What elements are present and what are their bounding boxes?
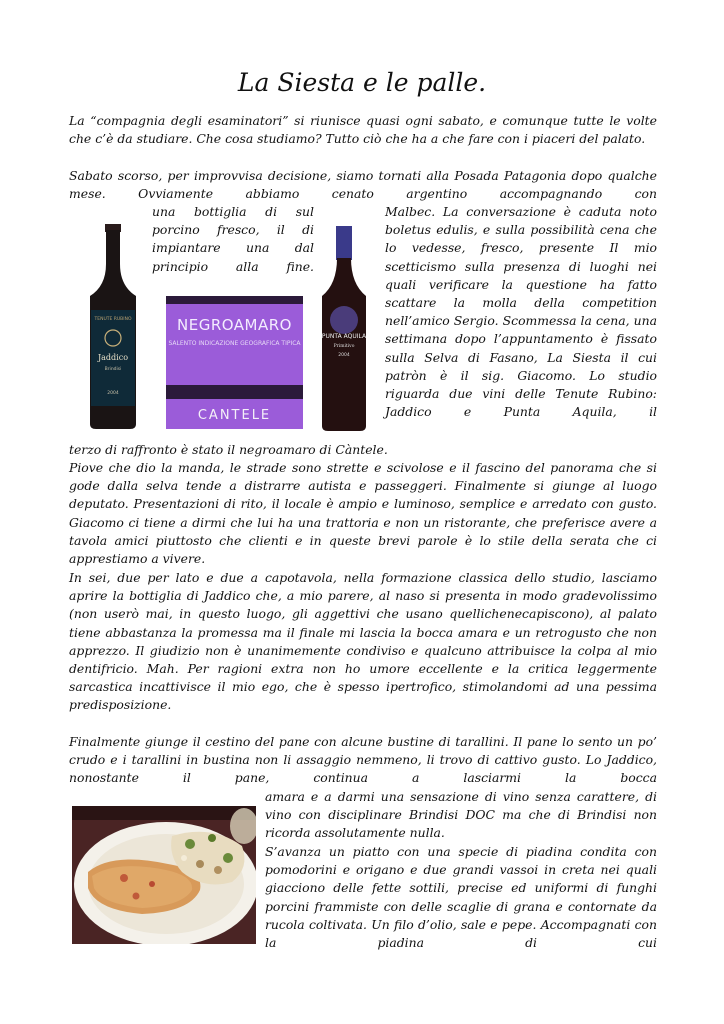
jaddico-brand-text: TENUTE RUBINO bbox=[94, 317, 132, 322]
punta-aquila-label-text: PUNTA AQUILA bbox=[321, 333, 367, 340]
paragraph-saturday-intro: Sabato scorso, per improvvisa decisione, siamo tornati alla Posada Patagonia dopo qualche mese. Ovviamente abbiamo cenato argentino accompagnando con bbox=[69, 168, 657, 202]
paragraph-rain: Piove che dio la manda, le strade sono strette e scivolose e il fascino del panorama che si gode dalla selva tende a distrarre autista e passeggeri. Finalmente si giunge al luogo deputato. Presentazioni di rito, il locale è ampio e luminoso, semplice e arredato con gusto. Giacomo ci tiene a dirmi che lui ha una trattoria e non un ristorante, che preferisce avere a tavola amici piuttosto che clienti e in queste brevi parole è lo stile della serata che ci apprestiamo a vivere. bbox=[69, 460, 657, 567]
punta-aquila-bottle-image bbox=[316, 226, 372, 432]
jaddico-label-text: Jaddico bbox=[97, 353, 129, 362]
paragraph-bread-right: amara e a darmi una sensazione di vino senza carattere, di vino con disciplinare Brindisi DOC ma che di Brindisi non ricorda assolutamente nulla. bbox=[265, 789, 657, 841]
jaddico-year-text: 2004 bbox=[107, 391, 119, 396]
jaddico-sub-text: Brindisi bbox=[104, 367, 122, 372]
paragraph-saturday-left-column: una bottiglia di sul porcino fresco, il di impiantare una dal principio alla fine. bbox=[152, 204, 314, 274]
punta-aquila-emblem-icon bbox=[330, 306, 358, 334]
page-title: La Siesta e le palle. bbox=[237, 68, 487, 97]
paragraph-saturday-end: terzo di raffronto è stato il negroamaro di Càntele. bbox=[69, 442, 388, 457]
negroamaro-brand: CANTELE bbox=[197, 408, 272, 423]
negroamaro-label-image bbox=[166, 296, 303, 429]
punta-aquila-year-text: 2004 bbox=[338, 353, 350, 358]
paragraph-intro: La “compagnia degli esaminatori” si riunisce quasi ogni sabato, e comunque tutte le volte che c’è da studiare. Che cosa studiamo? Tutto ciò che ha a che fare con i piaceri del palato. bbox=[69, 113, 657, 147]
paragraph-jaddico: In sei, due per lato e due a capotavola, nella formazione classica dello studio, lasciamo aprire la bottiglia di Jaddico che, a mio parere, al naso si presenta in modo gradevolissimo (non userò mai, in questo luogo, gli aggettivi che usano quellichenecapiscono), al palato tiene abbastanza la promessa ma il finale mi lascia la bocca amara e un retrogusto che non apprezzo. Il giudizio non è unanimemente condiviso e qualcuno attribuisce la colpa al mio dentifricio. Mah. Per ragioni extra non ho umore eccellente e la critica leggermente sarcastica incattivisce il mio ego, che è spesso ipertrofico, stimolandomi ad una pessima predisposizione. bbox=[69, 570, 657, 713]
punta-aquila-sub-text: Primitivo bbox=[333, 344, 355, 349]
paragraph-piadina: S’avanza un piatto con una specie di piadina condita con pomodorini e origano e due grandi vassoi in creta nei quali giacciono delle fette sottili, precise ed uniformi di funghi porcini frammiste con delle scaglie di grana e contornate da rucola coltivata. Un filo d’olio, sale e pepe. Accompagnati con la piadina di cui bbox=[265, 844, 657, 951]
paragraph-saturday-right-column: Malbec. La conversazione è caduta noto boletus edulis, e sulla possibilità cena che lo vedesse, fresco, presente Il mio scetticismo sulla presenza di luoghi nei quali verificare la questione ha fatto scattare la molla della competition nell’amico Sergio. Scommessa la cena, una settimana dopo l’appuntamento è fissato sulla Selva di Fasano, La Siesta il cui patròn è il sig. Giacomo. Lo studio riguarda due vini delle Tenute Rubino: Jaddico e Punta Aquila, il bbox=[385, 204, 657, 420]
food-plate-photo bbox=[72, 806, 256, 944]
jaddico-bottle-image bbox=[84, 224, 142, 430]
paragraph-bread-intro: Finalmente giunge il cestino del pane con alcune bustine di tarallini. Il pane lo sento un po’ crudo e i tarallini in bustina non li assaggio nemmeno, li trovo di cattivo gusto. Lo Jaddico, nonostante il pane, continua a lasciarmi la bocca bbox=[69, 734, 657, 786]
negroamaro-title: NEGROAMARO bbox=[177, 316, 292, 334]
negroamaro-subtitle: SALENTO INDICAZIONE GEOGRAFICA TIPICA bbox=[168, 340, 301, 347]
bottle-capsule bbox=[336, 226, 352, 260]
